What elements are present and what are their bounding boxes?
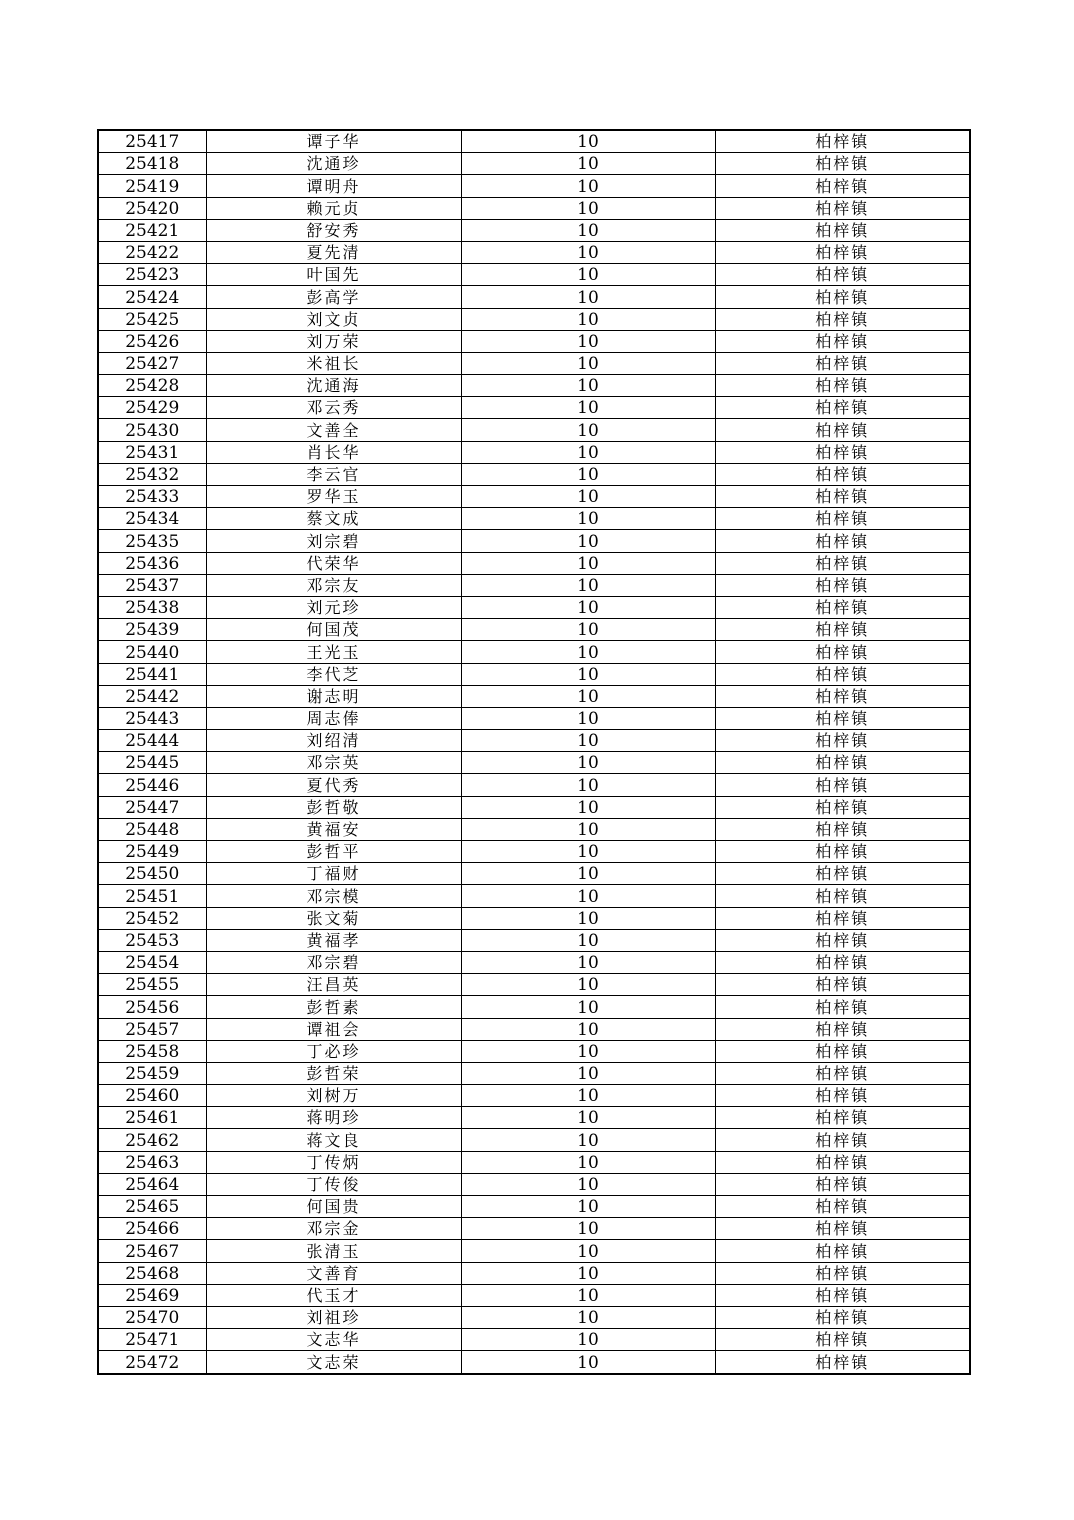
cell-name: 黄福安 <box>206 818 461 840</box>
cell-amount: 10 <box>461 552 715 574</box>
cell-town: 柏梓镇 <box>715 929 970 951</box>
table-row <box>98 130 970 153</box>
table-row <box>98 1107 970 1129</box>
cell-id: 25460 <box>98 1085 206 1107</box>
cell-town: 柏梓镇 <box>715 197 970 219</box>
cell-name: 李代芝 <box>206 663 461 685</box>
cell-town: 柏梓镇 <box>715 1262 970 1284</box>
table-row <box>98 596 970 618</box>
cell-id: 25427 <box>98 352 206 374</box>
cell-name: 周志俸 <box>206 707 461 729</box>
table-row <box>98 508 970 530</box>
cell-amount: 10 <box>461 863 715 885</box>
table-row <box>98 352 970 374</box>
cell-amount: 10 <box>461 1240 715 1262</box>
cell-town: 柏梓镇 <box>715 441 970 463</box>
cell-id: 25453 <box>98 929 206 951</box>
cell-name: 李云官 <box>206 463 461 485</box>
cell-id: 25431 <box>98 441 206 463</box>
cell-id: 25449 <box>98 841 206 863</box>
cell-name: 邓云秀 <box>206 397 461 419</box>
cell-town: 柏梓镇 <box>715 1306 970 1328</box>
cell-amount: 10 <box>461 907 715 929</box>
cell-town: 柏梓镇 <box>715 530 970 552</box>
cell-name: 文志华 <box>206 1329 461 1351</box>
cell-name: 刘万荣 <box>206 330 461 352</box>
cell-town: 柏梓镇 <box>715 730 970 752</box>
cell-town: 柏梓镇 <box>715 1196 970 1218</box>
table-body <box>98 130 970 1374</box>
table-row <box>98 1040 970 1062</box>
table-row <box>98 1196 970 1218</box>
table-row <box>98 929 970 951</box>
cell-amount: 10 <box>461 1129 715 1151</box>
cell-name: 米祖长 <box>206 352 461 374</box>
cell-town: 柏梓镇 <box>715 508 970 530</box>
cell-name: 文善全 <box>206 419 461 441</box>
table-row <box>98 1085 970 1107</box>
table-row <box>98 1240 970 1262</box>
cell-amount: 10 <box>461 1306 715 1328</box>
cell-id: 25466 <box>98 1218 206 1240</box>
cell-name: 刘绍清 <box>206 730 461 752</box>
cell-id: 25434 <box>98 508 206 530</box>
cell-town: 柏梓镇 <box>715 264 970 286</box>
table-row <box>98 996 970 1018</box>
table-row <box>98 419 970 441</box>
cell-town: 柏梓镇 <box>715 286 970 308</box>
cell-id: 25455 <box>98 974 206 996</box>
cell-id: 25472 <box>98 1351 206 1374</box>
table-row <box>98 175 970 197</box>
cell-id: 25450 <box>98 863 206 885</box>
cell-name: 张清玉 <box>206 1240 461 1262</box>
cell-amount: 10 <box>461 1018 715 1040</box>
cell-town: 柏梓镇 <box>715 419 970 441</box>
cell-town: 柏梓镇 <box>715 951 970 973</box>
cell-name: 彭哲平 <box>206 841 461 863</box>
cell-amount: 10 <box>461 730 715 752</box>
cell-name: 邓宗英 <box>206 752 461 774</box>
cell-amount: 10 <box>461 996 715 1018</box>
cell-town: 柏梓镇 <box>715 1085 970 1107</box>
cell-amount: 10 <box>461 419 715 441</box>
table-row <box>98 730 970 752</box>
cell-amount: 10 <box>461 1151 715 1173</box>
cell-id: 25420 <box>98 197 206 219</box>
table-row <box>98 685 970 707</box>
cell-amount: 10 <box>461 175 715 197</box>
cell-id: 25435 <box>98 530 206 552</box>
cell-town: 柏梓镇 <box>715 153 970 175</box>
table-row <box>98 219 970 241</box>
cell-town: 柏梓镇 <box>715 241 970 263</box>
table-row <box>98 951 970 973</box>
cell-amount: 10 <box>461 685 715 707</box>
cell-name: 丁福财 <box>206 863 461 885</box>
table-row <box>98 841 970 863</box>
cell-amount: 10 <box>461 1218 715 1240</box>
cell-amount: 10 <box>461 352 715 374</box>
table-row <box>98 1306 970 1328</box>
table-row <box>98 463 970 485</box>
table-row <box>98 241 970 263</box>
cell-id: 25468 <box>98 1262 206 1284</box>
cell-name: 谭子华 <box>206 130 461 153</box>
cell-amount: 10 <box>461 841 715 863</box>
cell-amount: 10 <box>461 508 715 530</box>
cell-id: 25469 <box>98 1284 206 1306</box>
cell-town: 柏梓镇 <box>715 1351 970 1374</box>
cell-id: 25432 <box>98 463 206 485</box>
cell-town: 柏梓镇 <box>715 707 970 729</box>
cell-name: 代荣华 <box>206 552 461 574</box>
cell-town: 柏梓镇 <box>715 1218 970 1240</box>
cell-name: 蒋明珍 <box>206 1107 461 1129</box>
cell-id: 25465 <box>98 1196 206 1218</box>
cell-town: 柏梓镇 <box>715 596 970 618</box>
cell-town: 柏梓镇 <box>715 1329 970 1351</box>
cell-amount: 10 <box>461 308 715 330</box>
cell-town: 柏梓镇 <box>715 996 970 1018</box>
cell-name: 沈通珍 <box>206 153 461 175</box>
table-row <box>98 330 970 352</box>
table-row <box>98 885 970 907</box>
table-row <box>98 663 970 685</box>
cell-name: 沈通海 <box>206 375 461 397</box>
table-row <box>98 1129 970 1151</box>
table-row <box>98 1262 970 1284</box>
cell-id: 25451 <box>98 885 206 907</box>
cell-amount: 10 <box>461 796 715 818</box>
cell-town: 柏梓镇 <box>715 1240 970 1262</box>
cell-town: 柏梓镇 <box>715 1040 970 1062</box>
cell-id: 25440 <box>98 641 206 663</box>
cell-amount: 10 <box>461 286 715 308</box>
cell-id: 25438 <box>98 596 206 618</box>
table-row <box>98 375 970 397</box>
table-row <box>98 1173 970 1195</box>
cell-id: 25422 <box>98 241 206 263</box>
cell-id: 25444 <box>98 730 206 752</box>
table-row <box>98 1151 970 1173</box>
cell-id: 25458 <box>98 1040 206 1062</box>
cell-id: 25428 <box>98 375 206 397</box>
table-row <box>98 397 970 419</box>
cell-town: 柏梓镇 <box>715 175 970 197</box>
cell-amount: 10 <box>461 197 715 219</box>
cell-id: 25471 <box>98 1329 206 1351</box>
cell-name: 刘文贞 <box>206 308 461 330</box>
cell-amount: 10 <box>461 1284 715 1306</box>
cell-id: 25439 <box>98 619 206 641</box>
cell-town: 柏梓镇 <box>715 1151 970 1173</box>
cell-amount: 10 <box>461 1196 715 1218</box>
cell-town: 柏梓镇 <box>715 486 970 508</box>
cell-id: 25459 <box>98 1062 206 1084</box>
cell-name: 丁传炳 <box>206 1151 461 1173</box>
cell-town: 柏梓镇 <box>715 1018 970 1040</box>
cell-name: 谭明舟 <box>206 175 461 197</box>
cell-amount: 10 <box>461 1085 715 1107</box>
cell-id: 25464 <box>98 1173 206 1195</box>
cell-town: 柏梓镇 <box>715 130 970 153</box>
cell-name: 肖长华 <box>206 441 461 463</box>
table-row <box>98 1062 970 1084</box>
cell-name: 邓宗友 <box>206 574 461 596</box>
cell-name: 彭哲荣 <box>206 1062 461 1084</box>
cell-town: 柏梓镇 <box>715 1129 970 1151</box>
table-row <box>98 574 970 596</box>
table-row <box>98 1329 970 1351</box>
cell-id: 25443 <box>98 707 206 729</box>
cell-name: 代玉才 <box>206 1284 461 1306</box>
data-table <box>97 129 971 1375</box>
cell-id: 25436 <box>98 552 206 574</box>
cell-town: 柏梓镇 <box>715 841 970 863</box>
cell-town: 柏梓镇 <box>715 796 970 818</box>
cell-name: 王光玉 <box>206 641 461 663</box>
cell-amount: 10 <box>461 951 715 973</box>
cell-amount: 10 <box>461 1062 715 1084</box>
cell-amount: 10 <box>461 974 715 996</box>
table-row <box>98 752 970 774</box>
cell-name: 何国贵 <box>206 1196 461 1218</box>
table-row <box>98 197 970 219</box>
cell-id: 25418 <box>98 153 206 175</box>
cell-name: 舒安秀 <box>206 219 461 241</box>
cell-amount: 10 <box>461 530 715 552</box>
cell-id: 25421 <box>98 219 206 241</box>
cell-amount: 10 <box>461 574 715 596</box>
table-row <box>98 863 970 885</box>
cell-name: 何国茂 <box>206 619 461 641</box>
table-row <box>98 774 970 796</box>
cell-id: 25467 <box>98 1240 206 1262</box>
table-row <box>98 1351 970 1374</box>
cell-id: 25433 <box>98 486 206 508</box>
cell-town: 柏梓镇 <box>715 574 970 596</box>
table-row <box>98 441 970 463</box>
cell-amount: 10 <box>461 375 715 397</box>
table-row <box>98 818 970 840</box>
cell-id: 25446 <box>98 774 206 796</box>
cell-id: 25424 <box>98 286 206 308</box>
cell-name: 刘元珍 <box>206 596 461 618</box>
cell-amount: 10 <box>461 1040 715 1062</box>
cell-town: 柏梓镇 <box>715 397 970 419</box>
cell-id: 25430 <box>98 419 206 441</box>
cell-town: 柏梓镇 <box>715 885 970 907</box>
cell-id: 25454 <box>98 951 206 973</box>
cell-id: 25442 <box>98 685 206 707</box>
cell-name: 罗华玉 <box>206 486 461 508</box>
cell-id: 25470 <box>98 1306 206 1328</box>
cell-town: 柏梓镇 <box>715 663 970 685</box>
cell-id: 25417 <box>98 130 206 153</box>
cell-name: 邓宗碧 <box>206 951 461 973</box>
cell-town: 柏梓镇 <box>715 863 970 885</box>
table-row <box>98 486 970 508</box>
cell-id: 25448 <box>98 818 206 840</box>
cell-id: 25447 <box>98 796 206 818</box>
table-row <box>98 796 970 818</box>
cell-town: 柏梓镇 <box>715 774 970 796</box>
table-row <box>98 552 970 574</box>
table-row <box>98 707 970 729</box>
cell-name: 丁必珍 <box>206 1040 461 1062</box>
cell-id: 25461 <box>98 1107 206 1129</box>
cell-name: 夏代秀 <box>206 774 461 796</box>
cell-town: 柏梓镇 <box>715 375 970 397</box>
cell-town: 柏梓镇 <box>715 1173 970 1195</box>
cell-amount: 10 <box>461 752 715 774</box>
cell-town: 柏梓镇 <box>715 685 970 707</box>
cell-amount: 10 <box>461 441 715 463</box>
cell-amount: 10 <box>461 153 715 175</box>
cell-name: 夏先清 <box>206 241 461 263</box>
cell-town: 柏梓镇 <box>715 641 970 663</box>
cell-town: 柏梓镇 <box>715 308 970 330</box>
cell-name: 文善育 <box>206 1262 461 1284</box>
cell-amount: 10 <box>461 130 715 153</box>
table-row <box>98 1284 970 1306</box>
table-row <box>98 530 970 552</box>
cell-amount: 10 <box>461 463 715 485</box>
cell-amount: 10 <box>461 1262 715 1284</box>
table-row <box>98 1018 970 1040</box>
cell-town: 柏梓镇 <box>715 1284 970 1306</box>
cell-id: 25425 <box>98 308 206 330</box>
cell-amount: 10 <box>461 330 715 352</box>
cell-name: 蒋文良 <box>206 1129 461 1151</box>
cell-name: 彭哲素 <box>206 996 461 1018</box>
table-row <box>98 1218 970 1240</box>
cell-amount: 10 <box>461 241 715 263</box>
cell-name: 文志荣 <box>206 1351 461 1374</box>
table-row <box>98 308 970 330</box>
cell-id: 25423 <box>98 264 206 286</box>
cell-name: 邓宗模 <box>206 885 461 907</box>
cell-amount: 10 <box>461 264 715 286</box>
table-row <box>98 641 970 663</box>
cell-town: 柏梓镇 <box>715 752 970 774</box>
cell-town: 柏梓镇 <box>715 907 970 929</box>
cell-name: 谢志明 <box>206 685 461 707</box>
cell-amount: 10 <box>461 663 715 685</box>
cell-amount: 10 <box>461 885 715 907</box>
cell-amount: 10 <box>461 596 715 618</box>
cell-id: 25441 <box>98 663 206 685</box>
cell-amount: 10 <box>461 774 715 796</box>
cell-amount: 10 <box>461 1107 715 1129</box>
cell-amount: 10 <box>461 397 715 419</box>
table-row <box>98 153 970 175</box>
cell-name: 丁传俊 <box>206 1173 461 1195</box>
cell-id: 25457 <box>98 1018 206 1040</box>
cell-town: 柏梓镇 <box>715 1062 970 1084</box>
cell-id: 25429 <box>98 397 206 419</box>
cell-amount: 10 <box>461 818 715 840</box>
cell-amount: 10 <box>461 1173 715 1195</box>
cell-amount: 10 <box>461 1351 715 1374</box>
cell-amount: 10 <box>461 219 715 241</box>
cell-id: 25463 <box>98 1151 206 1173</box>
cell-amount: 10 <box>461 486 715 508</box>
cell-town: 柏梓镇 <box>715 352 970 374</box>
cell-town: 柏梓镇 <box>715 330 970 352</box>
cell-town: 柏梓镇 <box>715 619 970 641</box>
cell-name: 蔡文成 <box>206 508 461 530</box>
cell-town: 柏梓镇 <box>715 1107 970 1129</box>
cell-id: 25437 <box>98 574 206 596</box>
cell-town: 柏梓镇 <box>715 552 970 574</box>
cell-id: 25426 <box>98 330 206 352</box>
cell-amount: 10 <box>461 1329 715 1351</box>
cell-amount: 10 <box>461 929 715 951</box>
cell-name: 彭高学 <box>206 286 461 308</box>
cell-amount: 10 <box>461 641 715 663</box>
cell-town: 柏梓镇 <box>715 974 970 996</box>
cell-name: 刘树万 <box>206 1085 461 1107</box>
cell-name: 张文菊 <box>206 907 461 929</box>
cell-name: 赖元贞 <box>206 197 461 219</box>
table-row <box>98 974 970 996</box>
cell-name: 汪昌英 <box>206 974 461 996</box>
cell-id: 25452 <box>98 907 206 929</box>
table-row <box>98 286 970 308</box>
cell-name: 邓宗金 <box>206 1218 461 1240</box>
cell-id: 25456 <box>98 996 206 1018</box>
cell-amount: 10 <box>461 619 715 641</box>
table-row <box>98 619 970 641</box>
cell-id: 25419 <box>98 175 206 197</box>
cell-name: 叶国先 <box>206 264 461 286</box>
table-row <box>98 907 970 929</box>
cell-name: 刘宗碧 <box>206 530 461 552</box>
cell-id: 25445 <box>98 752 206 774</box>
cell-name: 刘祖珍 <box>206 1306 461 1328</box>
cell-town: 柏梓镇 <box>715 818 970 840</box>
cell-amount: 10 <box>461 707 715 729</box>
cell-town: 柏梓镇 <box>715 463 970 485</box>
table-row <box>98 264 970 286</box>
cell-id: 25462 <box>98 1129 206 1151</box>
cell-name: 彭哲敬 <box>206 796 461 818</box>
cell-name: 谭祖会 <box>206 1018 461 1040</box>
cell-town: 柏梓镇 <box>715 219 970 241</box>
cell-name: 黄福孝 <box>206 929 461 951</box>
